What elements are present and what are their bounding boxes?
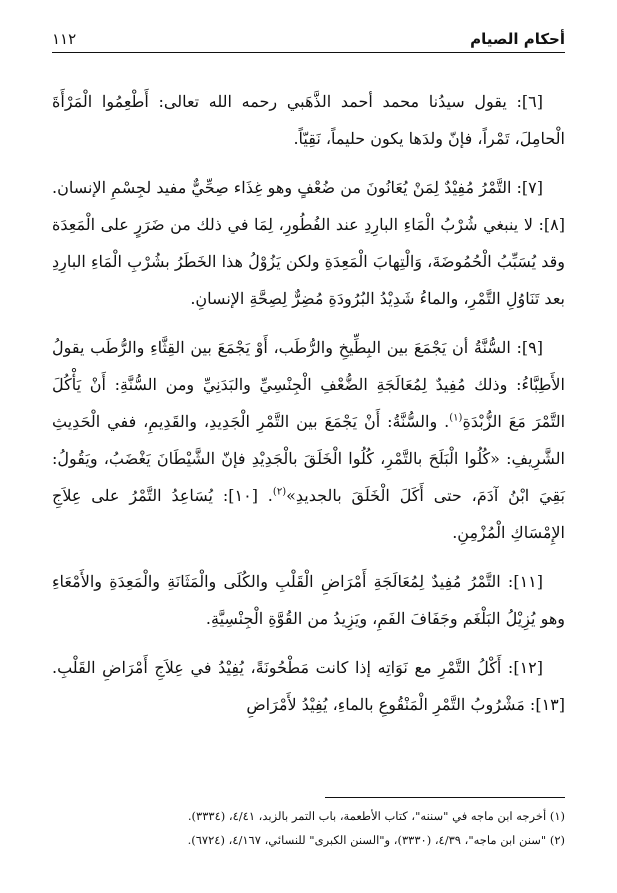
paragraph-6: [٦]: يقول سيدُنا محمد أحمد الذَّهَبي رحمه الله تعالى: أَطْعِمُوا الْمَرْأَةَ الْحامِلَ، تَمْراً، فإنّ ولدَها يكون حليماً، نَقِيّاً. bbox=[52, 92, 565, 148]
footnotes bbox=[52, 797, 565, 852]
paragraph-12-13: [١٢]: أَكْلُ التَّمْرِ مع نَوَاتِه إذا كانت مَطْحُونَةً، يُفِيْدُ في عِلاَجِ أَمْرَاضِ القَلْبِ. [١٣]: مَشْرُوبُ التَّمْرِ الْمَنْقُوعِ بالماءِ، يُفِيْدُ لأَمْرَاضِ bbox=[52, 658, 565, 714]
paragraph-7-8: [٧]: التَّمْرُ مُفِيْدٌ لِمَنْ يُعَانُونَ من ضُعْفٍ وهو غِذَاء صِحِّيٌّ مفيد لجِسْمِ الإنسان. [٨]: لا ينبغي شُرْبُ الْمَاءِ البارِدِ عند الفُطُورِ، لِمَا في ذلك من ضَرَرٍ على الْمَعِدَة وقد يُسَبِّبُ الْحُمُوضَةَ، وَالْتِهابَ الْمَعِدَةِ ولكن يَزُوْلُ هذا الخَطَرُ بشُرْبِ الْمَاءِ البارِدِ بعد تَنَاوُلِ التَّمْرِ، والماءُ شَدِيْدُ البُرُودَةِ مُضِرٌّ لِصِحَّةِ الإنسانِ. bbox=[52, 178, 565, 308]
paragraph-9-text-b: والسُّنَّةُ: أَنْ يَجْمَعَ بين التَّمْرِ الْجَدِيدِ، والقَدِيمِ، ففي الْحَدِيثِ الشَّرِيفِ: «كُلُوا الْبَلَحَ بالتَّمْرِ، كُلُوا الْخَلَقَ بالْجَدِيْدِ فإنّ الشَّيْطَانَ يَغْضَبُ، ويَقُولُ: بَقِيَ ابْنُ آدَمَ، حتى أَكَلَ الْخَلَقَ بالجديدِ» bbox=[52, 412, 566, 505]
body-text bbox=[52, 83, 565, 723]
footnote-ref-2[interactable]: (٢) bbox=[272, 486, 287, 498]
footnote-2: (٢) "سنن ابن ماجه"، ٤/٣٩، (٣٣٣٠)، و"السنن الكبرى" للنسائي، ٤/١٦٧، (٦٧٢٤). bbox=[187, 833, 565, 847]
paragraph-9-text-a: [٩]: السُّنَّةُ أن يَجْمَعَ بين البِطِّيخِ والرُّطَب، أَوْ يَجْمَعَ بين القِثَّاءِ والرُّطَب يقولُ الأَطِبَّاءُ: وذلك مُفِيدٌ لِمُعَالَجَةِ الضُّعْفِ الْجِنْسِيِّ والبَدَنِيِّ ومن السُّنَّةِ: أَنْ يَأْكُلَ التَّمْرَ مَعَ الزُّبْدَةِ bbox=[52, 338, 566, 431]
page-header bbox=[52, 30, 565, 53]
running-title: أحكام الصيام bbox=[470, 30, 565, 48]
page-number: ١١٢ bbox=[52, 30, 77, 48]
footnote-divider bbox=[325, 797, 565, 798]
paragraph-11: [١١]: التَّمْرُ مُفِيدٌ لِمُعَالَجَةِ أَمْرَاضِ الْقَلْبِ والكُلَى والْمَثَانَةِ والْمَعِدَةِ والأَمْعَاءِ وهو يُزِيْلُ البَلْغَم وجَفَافَ الفَمِ، ويَزِيدُ من القُوَّةِ الْجِنْسِيَّةِ. bbox=[52, 572, 565, 628]
footnote-ref-1[interactable]: (١) bbox=[449, 412, 463, 424]
paragraph-9: [٩]: السُّنَّةُ أن يَجْمَعَ بين البِطِّيخِ والرُّطَب، أَوْ يَجْمَعَ بين القِثَّاءِ والرُّطَب يقولُ الأَطِبَّاءُ: وذلك مُفِيدٌ لِمُعَالَجَةِ الضُّعْفِ الْجِنْسِيِّ والبَدَنِيِّ ومن السُّنَّةِ: أَنْ يَأْكُلَ التَّمْرَ مَعَ الزُّبْدَةِ$^{(١)}$. والسُّنَّةُ: أَنْ يَجْمَعَ بين التَّمْرِ الْجَدِيدِ، والقَدِيمِ، ففي الْحَدِيثِ الشَّرِيفِ: «كُلُوا الْبَلَحَ بالتَّمْرِ، كُلُوا الْخَلَقَ بالْجَدِيْدِ فإنّ الشَّيْطَانَ يَغْضَبُ، ويَقُولُ: بَقِيَ ابْنُ آدَمَ، حتى أَكَلَ الْخَلَقَ بالجديدِ»$^{(٢)}$. [١٠]: يُسَاعِدُ التَّمْرُ على عِلاَجِ الإِمْسَاكِ الْمُزْمِنِ. bbox=[52, 338, 566, 542]
footnote-1: (١) أخرجه ابن ماجه في "سننه"، كتاب الأطعمة، باب التمر بالزبد، ٤/٤١، (٣٣٣٤). bbox=[187, 809, 565, 823]
paragraph-10-text: [١٠]: يُسَاعِدُ التَّمْرُ على عِلاَجِ الإِمْسَاكِ الْمُزْمِنِ. bbox=[52, 486, 565, 542]
